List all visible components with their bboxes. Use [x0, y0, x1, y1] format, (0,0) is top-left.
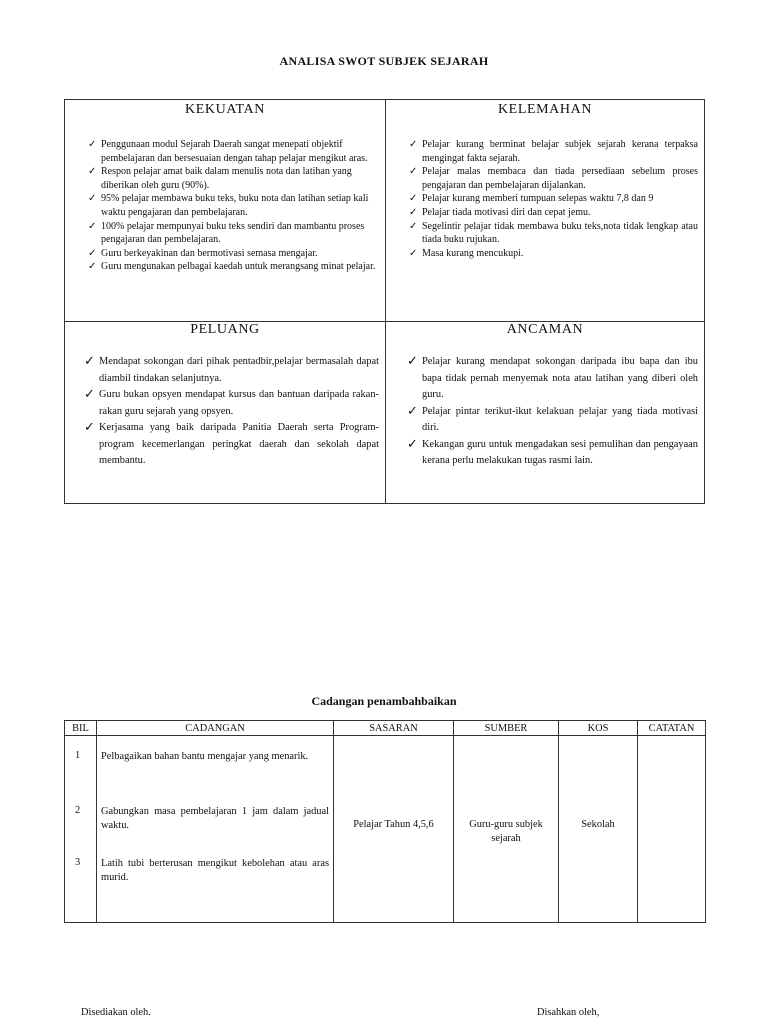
kos-cell — [559, 736, 638, 923]
list-item-text: Pelajar pintar terikut-ikut kelakuan pelajar yang tiada motivasi diri. — [422, 405, 698, 433]
document-title: ANALISA SWOT SUBJEK SEJARAH — [279, 54, 489, 68]
header-sumber: SUMBER — [454, 721, 559, 736]
cadangan-item-2: Gabungkan masa pembelajaran 1 jam dalam jadual waktu. — [101, 806, 329, 831]
list-item-text: 95% pelajar membawa buku teks, buku nota dan latihan setiap kali waktu pengajaran dan pembelajaran. — [101, 193, 369, 218]
swot-table — [64, 99, 705, 504]
kekuatan-list — [65, 138, 385, 274]
checkmark-icon: ✓ — [407, 402, 418, 418]
list-item — [88, 165, 379, 192]
list-item — [88, 192, 379, 219]
list-item — [409, 165, 698, 192]
checkmark-icon: ✓ — [407, 353, 418, 368]
list-item — [409, 206, 698, 220]
cadangan-header-row — [65, 721, 706, 736]
checkmark-icon: ✓ — [88, 193, 97, 205]
kekuatan-heading: KEKUATAN — [185, 102, 265, 117]
list-item-text: Pelajar tiada motivasi diri dan cepat jemu. — [422, 206, 591, 218]
peluang-cell — [65, 322, 386, 504]
kos-value: Sekolah — [581, 819, 615, 830]
list-item — [407, 402, 698, 437]
list-item — [88, 220, 379, 247]
ancaman-heading: ANCAMAN — [506, 322, 584, 337]
list-item — [407, 435, 698, 470]
checkmark-icon: ✓ — [88, 166, 97, 178]
peluang-heading: PELUANG — [190, 322, 260, 337]
catatan-cell — [638, 736, 706, 923]
checkmark-icon: ✓ — [409, 247, 418, 259]
checkmark-icon: ✓ — [409, 139, 418, 150]
bil-cell — [65, 736, 97, 923]
checkmark-icon: ✓ — [84, 353, 95, 368]
list-item-text: Guru bukan opsyen mendapat kursus dan bantuan daripada rakan-rakan guru sejarah yang opsyen. — [99, 389, 379, 417]
header-sasaran: SASARAN — [334, 721, 454, 736]
sumber-value: Guru-guru subjek sejarah — [469, 819, 543, 844]
sumber-cell — [454, 736, 559, 923]
list-item-text: Masa kurang mencukupi. — [422, 247, 524, 259]
list-item-text: Segelintir pelajar tidak membawa buku teks,nota tidak lengkap atau tiada buku rujukan. — [422, 220, 698, 246]
peluang-list — [65, 354, 385, 470]
checkmark-icon: ✓ — [409, 193, 418, 205]
ancaman-cell — [386, 322, 705, 504]
list-item — [409, 220, 698, 247]
cadangan-item-3: Latih tubi berterusan mengikut kebolehan atau aras murid. — [101, 858, 329, 883]
header-bil: BIL — [65, 721, 97, 736]
list-item — [84, 419, 379, 470]
list-item — [407, 353, 698, 404]
header-cadangan: CADANGAN — [97, 721, 334, 736]
list-item — [409, 192, 698, 206]
list-item-text: Penggunaan modul Sejarah Daerah sangat menepati objektif pembelajaran dan bersesuaian dengan tahap pelajar mengikut aras. — [101, 139, 368, 164]
checkmark-icon: ✓ — [88, 139, 97, 150]
list-item-text: Guru berkeyakinan dan bermotivasi semasa mengajar. — [101, 247, 318, 259]
sasaran-value: Pelajar Tahun 4,5,6 — [353, 819, 434, 830]
list-item-text: Respon pelajar amat baik dalam menulis nota dan latihan yang diberikan oleh guru (90%). — [101, 166, 352, 191]
cadangan-item-1: Pelbagaikan bahan bantu mengajar yang menarik. — [101, 751, 309, 762]
list-item-text: Kerjasama yang baik daripada Panitia Daerah serta Program-program kecemerlangan peringkat daerah dan sekolah dapat membantu. — [99, 422, 379, 466]
cadangan-cell — [97, 736, 334, 923]
header-catatan: CATATAN — [638, 721, 706, 736]
list-item — [409, 138, 698, 165]
bil-1: 1 — [75, 750, 81, 761]
cadangan-title: Cadangan penambahbaikan — [311, 694, 457, 708]
checkmark-icon: ✓ — [88, 261, 97, 273]
checkmark-icon: ✓ — [409, 220, 418, 232]
list-item — [84, 353, 379, 387]
list-item-text: 100% pelajar mempunyai buku teks sendiri dan mambantu proses pengajaran dan pembelajaran. — [101, 220, 365, 246]
list-item-text: Mendapat sokongan dari pihak pentadbir,pelajar bermasalah dapat diambil tindakan selanjutnya. — [99, 356, 379, 384]
list-item-text: Pelajar kurang memberi tumpuan selepas waktu 7,8 dan 9 — [422, 193, 654, 205]
checkmark-icon: ✓ — [88, 247, 97, 259]
cadangan-table — [64, 720, 706, 923]
kelemahan-heading: KELEMAHAN — [497, 102, 593, 117]
ancaman-list — [386, 354, 704, 470]
bil-3: 3 — [75, 857, 81, 868]
bil-2: 2 — [75, 805, 81, 816]
kelemahan-list — [386, 138, 704, 260]
checkmark-icon: ✓ — [84, 419, 95, 434]
checkmark-icon: ✓ — [88, 220, 97, 232]
prepared-by: Disediakan oleh. — [81, 1007, 151, 1018]
checkmark-icon: ✓ — [407, 435, 418, 451]
kekuatan-cell — [65, 100, 386, 322]
checkmark-icon: ✓ — [84, 386, 95, 401]
list-item-text: Pelajar kurang berminat belajar subjek sejarah kerana terpaksa mengingat fakta sejarah. — [422, 139, 698, 164]
list-item-text: Pelajar kurang mendapat sokongan daripada ibu bapa dan ibu bapa tidak pernah menyemak nota atau latihan yang diberi oleh guru. — [422, 356, 698, 400]
sasaran-cell — [334, 736, 454, 923]
cadangan-body-row — [65, 736, 706, 923]
list-item-text: Kekangan guru untuk mengadakan sesi pemulihan dan pengayaan kerana perlu melakukan tugas rasmi lain. — [422, 438, 698, 466]
checkmark-icon: ✓ — [409, 166, 418, 178]
approved-by: Disahkan oleh, — [537, 1007, 600, 1018]
list-item-text: Guru mengunakan pelbagai kaedah untuk merangsang minat pelajar. — [101, 261, 376, 273]
kelemahan-cell — [386, 100, 705, 322]
list-item — [409, 247, 698, 261]
list-item — [88, 260, 379, 274]
list-item — [84, 386, 379, 420]
list-item-text: Pelajar malas membaca dan tiada persediaan sebelum proses pengajaran dan pembelajaran dijalankan. — [422, 166, 698, 191]
header-kos: KOS — [559, 721, 638, 736]
checkmark-icon: ✓ — [409, 206, 418, 218]
list-item — [88, 247, 379, 261]
list-item — [88, 138, 379, 165]
